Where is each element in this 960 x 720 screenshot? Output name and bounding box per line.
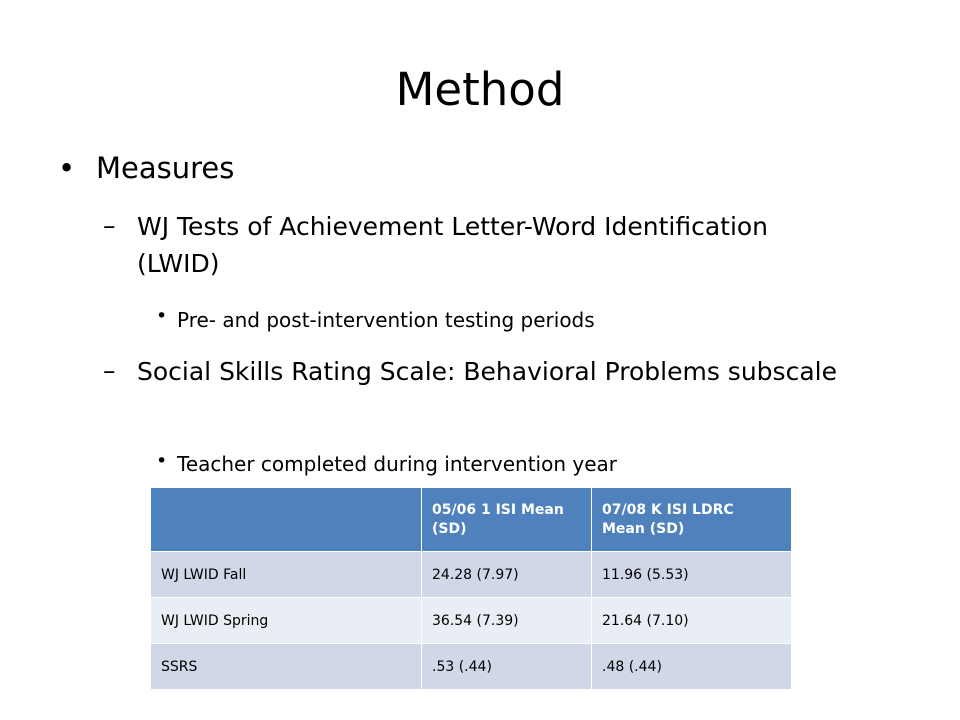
detail-testing-periods: Pre- and post-intervention testing periods bbox=[177, 308, 595, 332]
dash-icon: – bbox=[103, 211, 116, 240]
header-cell-0506: 05/06 1 ISI Mean (SD) bbox=[422, 488, 592, 552]
table-cell: 24.28 (7.97) bbox=[422, 552, 592, 598]
table-cell: 11.96 (5.53) bbox=[592, 552, 792, 598]
table-cell: .48 (.44) bbox=[592, 644, 792, 690]
table-cell: 21.64 (7.10) bbox=[592, 598, 792, 644]
header-cell-blank bbox=[151, 488, 422, 552]
row-label: WJ LWID Spring bbox=[151, 598, 422, 644]
header-cell-0708: 07/08 K ISI LDRC Mean (SD) bbox=[592, 488, 792, 552]
row-label: WJ LWID Fall bbox=[151, 552, 422, 598]
table-cell: .53 (.44) bbox=[422, 644, 592, 690]
sub-item-social-skills: Social Skills Rating Scale: Behavioral Problems subscale bbox=[137, 357, 837, 386]
measures-table bbox=[150, 487, 792, 690]
table-row bbox=[151, 552, 792, 598]
sub-bullet-dot-icon: • bbox=[156, 450, 168, 472]
row-label: SSRS bbox=[151, 644, 422, 690]
sub-bullet-dot-icon: • bbox=[156, 305, 168, 327]
slide-title: Method bbox=[395, 63, 565, 116]
bullet-label: Measures bbox=[96, 151, 235, 185]
table-header-row bbox=[151, 488, 792, 552]
table-row bbox=[151, 644, 792, 690]
detail-teacher-completed: Teacher completed during intervention year bbox=[177, 452, 617, 476]
table-row bbox=[151, 598, 792, 644]
table-cell: 36.54 (7.39) bbox=[422, 598, 592, 644]
bullet-dot-icon: • bbox=[58, 151, 76, 185]
dash-icon: – bbox=[103, 356, 116, 385]
sub-item-wj-tests: WJ Tests of Achievement Letter-Word Identification (LWID) bbox=[137, 212, 769, 278]
